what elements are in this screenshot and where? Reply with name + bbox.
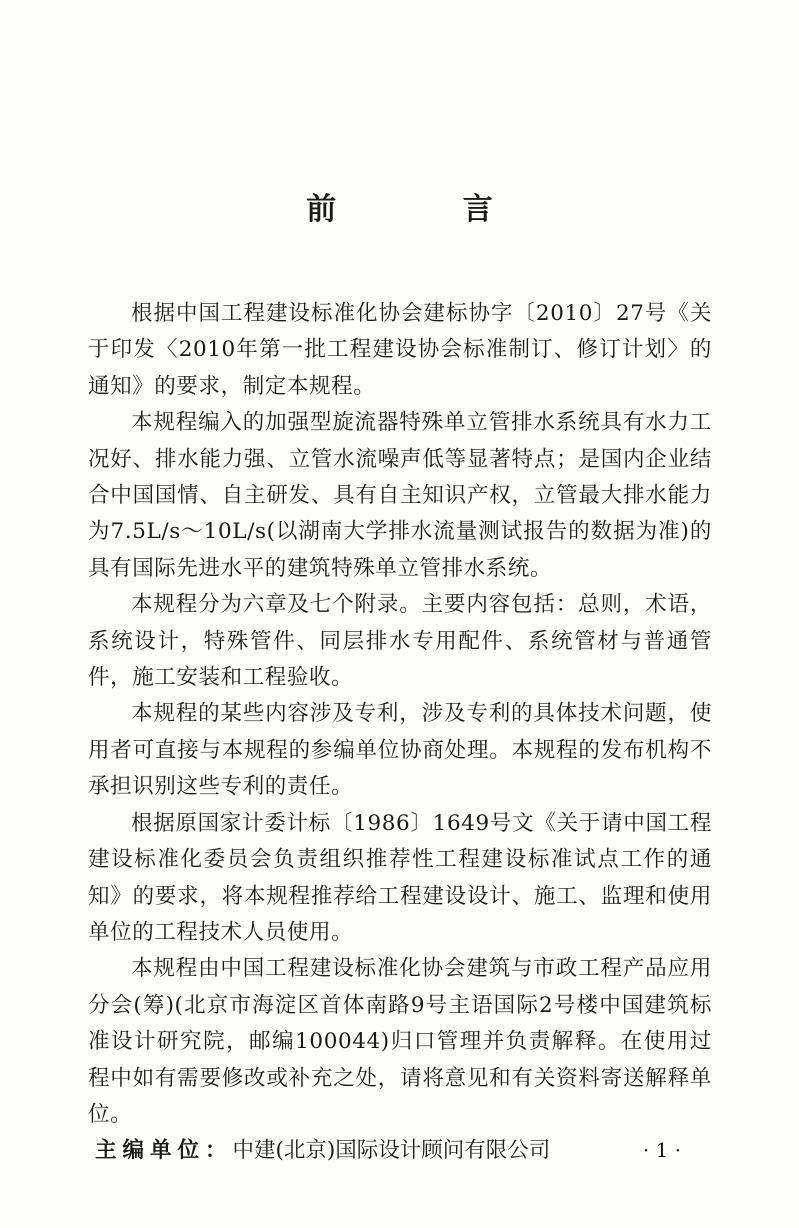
chief-editor-line xyxy=(88,1133,712,1169)
paragraph-system-features: 本规程编入的加强型旋流器特殊单立管排水系统具有水力工况好、排水能力强、立管水流噪声低等显著特点；是国内企业结合中国国情、自主研发、具有自主知识产权，立管最大排水能力为7.5L/s～10L/s(以湖南大学排水流量测试报告的数据为准)的具有国际先进水平的建筑特殊单立管排水系统。 xyxy=(88,410,712,581)
page-number: · 1 · xyxy=(642,1138,682,1162)
paragraph-basis: 根据中国工程建设标准化协会建标协字〔2010〕27号《关于印发〈2010年第一批工程建设协会标准制订、修订计划〉的通知》的要求，制定本规程。 xyxy=(88,301,712,399)
paragraph-patent: 本规程的某些内容涉及专利，涉及专利的具体技术问题，使用者可直接与本规程的参编单位协商处理。本规程的发布机构不承担识别这些专利的责任。 xyxy=(88,701,712,800)
chief-editor-value: 中建(北京)国际设计顾问有限公司 xyxy=(232,1138,551,1164)
chief-editor-label: 主编单位： xyxy=(95,1138,233,1164)
paragraph-management: 本规程由中国工程建设标准化协会建筑与市政工程产品应用分会(筹)(北京市海淀区首体南路9号主语国际2号楼中国建筑标准设计研究院，邮编100044)归口管理并负责解释。在使用过程中如有需要修改或补充之处，请将意见和有关资料寄送解释单位。 xyxy=(88,956,712,1127)
paragraph-recommendation: 根据原国家计委计标〔1986〕1649号文《关于请中国工程建设标准化委员会负责组织推荐性工程建设标准试点工作的通知》的要求，将本规程推荐给工程建设设计、施工、监理和使用单位的工程技术人员使用。 xyxy=(88,810,712,945)
paragraph-contents: 本规程分为六章及七个附录。主要内容包括：总则，术语，系统设计，特殊管件、同层排水专用配件、系统管材与普通管件，施工安装和工程验收。 xyxy=(88,592,712,691)
document-body xyxy=(88,296,712,1170)
page-title: 前 言 xyxy=(306,192,551,227)
